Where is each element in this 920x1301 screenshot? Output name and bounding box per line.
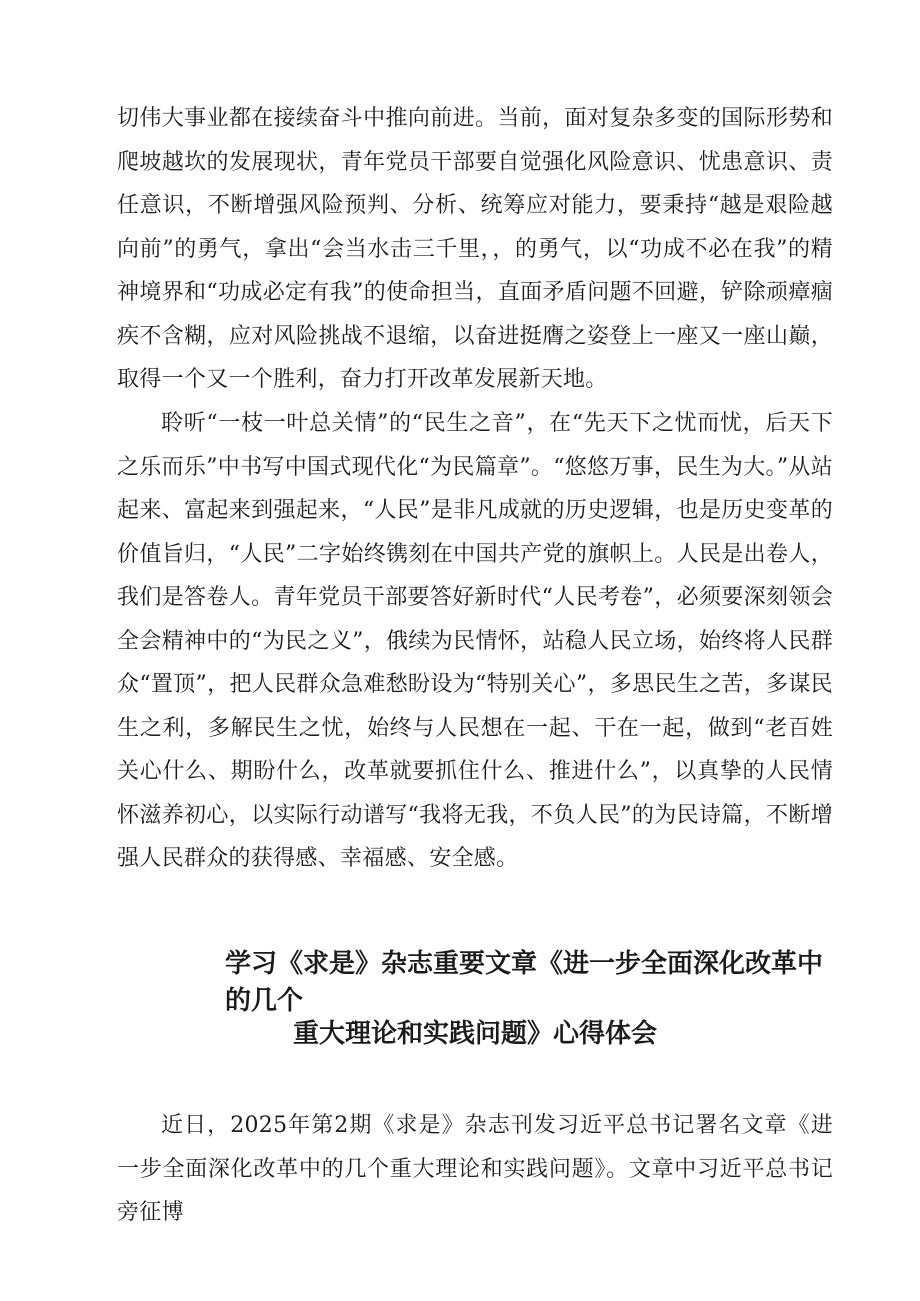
body-paragraph-1: 切伟大事业都在接续奋斗中推向前进。当前，面对复杂多变的国际形势和爬坡越坎的发展现状，青年党员干部要自觉强化风险意识、忧患意识、责任意识，不断增强风险预判、分析、统筹应对能力，要秉持“越是艰险越向前”的勇气，拿出“会当水击三千里，，的勇气，以“功成不必在我”的精神境界和“功成必定有我”的使命担当，直面矛盾问题不回避，铲除顽瘴痼疾不含糊，应对风险挑战不退缩，以奋进挺膺之姿登上一座又一座山巅，取得一个又一个胜利，奋力打开改革发展新天地。	[117, 106, 833, 392]
body-paragraph-2: 聆听“一枝一叶总关情”的“民生之音”，在“先天下之忧而忧，后天下之乐而乐”中书写中国式现代化“为民篇章”。“悠悠万事，民生为大。”从站起来、富起来到强起来，“人民”是非凡成就的历史逻辑，也是历史变革的价值旨归，“人民”二字始终镌刻在中国共产党的旗帜上。人民是出卷人，我们是答卷人。青年党员干部要答好新时代“人民考卷”，必须要深刻领会全会精神中的“为民之义”，俄续为民情怀，站稳人民立场，始终将人民群众“置顶”，把人民群众急难愁盼设为“特别关心”，多思民生之苦，多谋民生之利，多解民生之忧，始终与人民想在一起、干在一起，做到“老百姓关心什么、期盼什么，改革就要抓住什么、推进什么”，以真挚的人民情怀滋养初心，以实际行动谱写“我将无我，不负人民”的为民诗篇，不断增强人民群众的获得感、幸福感、安全感。	[117, 411, 833, 871]
intro-paragraph: 近日，2025年第2期《求是》杂志刊发习近平总书记署名文章《进一步全面深化改革中的几个重大理论和实践问题》。文章中习近平总书记旁征博	[117, 1113, 833, 1225]
article-title-line-1: 学习《求是》杂志重要文章《进一步全面深化改革中的几个	[225, 949, 824, 1016]
article-title-line-2: 重大理论和实践问题》心得体会	[292, 1019, 657, 1049]
